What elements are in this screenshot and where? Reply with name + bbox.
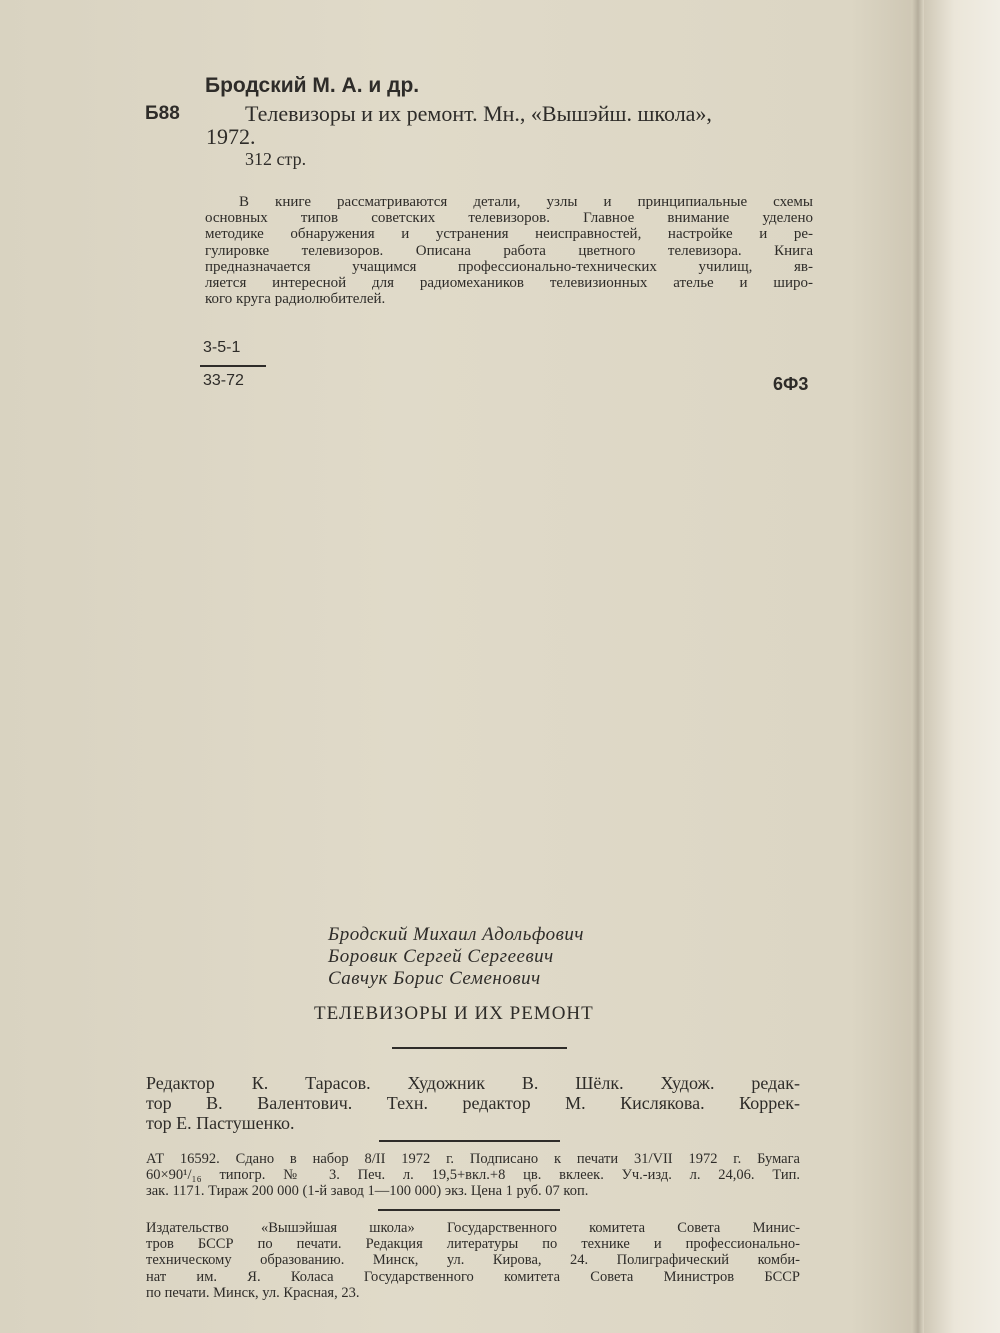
annotation-line: предназначается учащимся профессионально-технических училищ, яв- [205, 258, 813, 275]
catalog-code: Б88 [145, 103, 180, 124]
print-info-divider [378, 1209, 560, 1211]
annotation-paragraph [205, 194, 813, 307]
credits-divider [379, 1140, 560, 1142]
book-title-caps: ТЕЛЕВИЗОРЫ И ИХ РЕМОНТ [314, 1003, 594, 1024]
annotation-line: ляется интересной для радиомехаников телевизионных ателье и широ- [205, 274, 813, 291]
author-full-1: Бродский Михаил Адольфович [328, 924, 584, 945]
print-info-line: зак. 1171. Тираж 200 000 (1-й завод 1—100 000) экз. Цена 1 руб. 07 коп. [146, 1183, 589, 1200]
credits-line: тор Е. Пастушенко. [146, 1113, 295, 1133]
title-divider [392, 1047, 567, 1049]
annotation-line: кого круга радиолюбителей. [205, 291, 386, 308]
publisher-info-line: тров БССР по печати. Редакция литературы по технике и профессионально- [146, 1236, 800, 1253]
annotation-line: основных типов советских телевизоров. Главное внимание уделено [205, 210, 813, 227]
page-count: 312 стр. [245, 149, 307, 169]
annotation-line: методике обнаружения и устранения неисправностей, настройке и ре- [205, 226, 813, 243]
publisher-info-line: техническому образованию. Минск, ул. Кирова, 24. Полиграфический комби- [146, 1252, 800, 1269]
author-full-3: Савчук Борис Семенович [328, 968, 541, 989]
author-heading: Бродский М. А. и др. [205, 74, 420, 97]
publisher-info-line: нат им. Я. Коласа Государственного комитета Совета Министров БССР [146, 1268, 800, 1285]
annotation-line: гулировке телевизоров. Описана работа цветного телевизора. Книга [205, 242, 813, 259]
index-fraction-line [200, 365, 266, 367]
index-numerator: 3-5-1 [203, 339, 241, 356]
publisher-info-paragraph [146, 1220, 800, 1301]
author-full-2: Боровик Сергей Сергеевич [328, 946, 554, 967]
print-info-line: АТ 16592. Сдано в набор 8/II 1972 г. Подписано к печати 31/VII 1972 г. Бумага [146, 1151, 800, 1167]
next-page-edge [924, 0, 1000, 1333]
credits-line: Редактор К. Тарасов. Художник В. Шёлк. Худож. редак- [146, 1073, 800, 1093]
credits-line: тор В. Валентович. Техн. редактор М. Кислякова. Коррек- [146, 1093, 800, 1113]
page-spine-shadow [912, 0, 924, 1333]
book-title-line-2: 1972. [206, 124, 256, 149]
publisher-info-line: Издательство «Вышэйшая школа» Государственного комитета Совета Минис- [146, 1220, 800, 1236]
credits-paragraph [146, 1073, 800, 1133]
publisher-info-line: по печати. Минск, ул. Красная, 23. [146, 1284, 360, 1301]
book-title-line-1: Телевизоры и их ремонт. Мн., «Вышэйш. школа», [245, 101, 712, 126]
print-info-line: 60×90¹/₁₆ типогр. № 3. Печ. л. 19,5+вкл.+8 цв. вклеек. Уч.-изд. л. 24,06. Тип. [146, 1167, 800, 1184]
annotation-line: В книге рассматриваются детали, узлы и принципиальные схемы [239, 194, 813, 210]
print-info-paragraph [146, 1151, 800, 1200]
bbk-code: 6Ф3 [773, 374, 809, 394]
index-denominator: 33-72 [203, 372, 244, 389]
